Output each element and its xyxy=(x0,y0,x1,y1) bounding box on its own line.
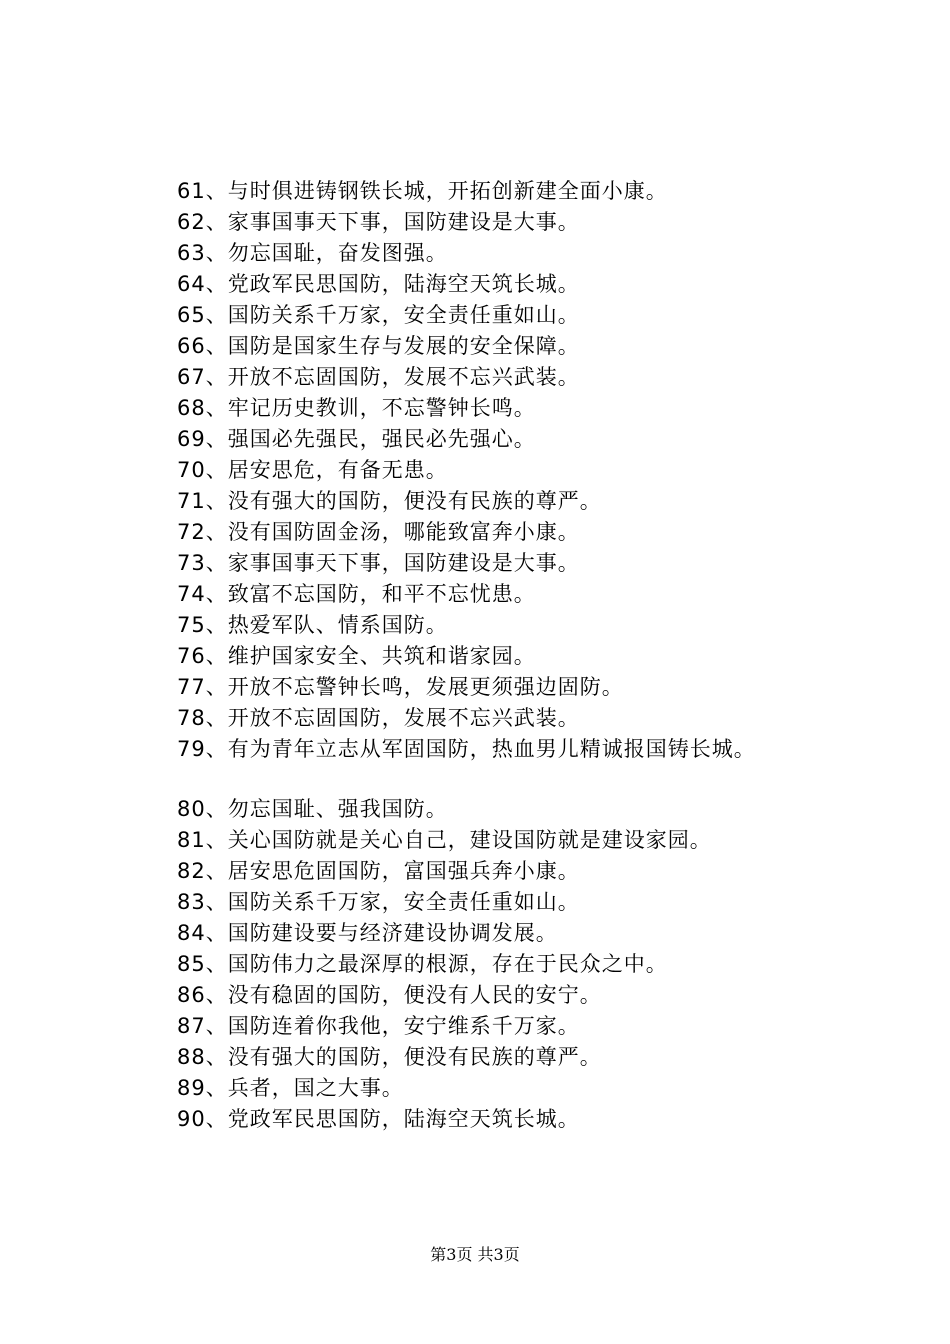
slogan-item: 79、有为青年立志从军固国防，热血男儿精诚报国铸长城。 xyxy=(177,737,756,761)
slogan-item: 63、勿忘国耻，奋发图强。 xyxy=(177,241,448,265)
slogan-item: 69、强国必先强民，强民必先强心。 xyxy=(177,427,536,451)
slogan-item: 74、致富不忘国防，和平不忘忧患。 xyxy=(177,582,536,606)
slogan-item: 87、国防连着你我他，安宁维系千万家。 xyxy=(177,1014,580,1038)
slogan-item: 67、开放不忘固国防，发展不忘兴武装。 xyxy=(177,365,580,389)
slogan-item: 80、勿忘国耻、强我国防。 xyxy=(177,797,448,821)
slogan-item: 73、家事国事天下事，国防建设是大事。 xyxy=(177,551,580,575)
slogan-item: 61、与时俱进铸钢铁长城，开拓创新建全面小康。 xyxy=(177,179,668,203)
slogan-item: 75、热爱军队、情系国防。 xyxy=(177,613,448,637)
slogan-item: 77、开放不忘警钟长鸣，发展更须强边固防。 xyxy=(177,675,624,699)
slogan-item: 88、没有强大的国防，便没有民族的尊严。 xyxy=(177,1045,602,1069)
slogan-item: 89、兵者，国之大事。 xyxy=(177,1076,404,1100)
slogan-item: 83、国防关系千万家，安全责任重如山。 xyxy=(177,890,580,914)
slogan-item: 76、维护国家安全、共筑和谐家园。 xyxy=(177,644,536,668)
slogan-item: 68、牢记历史教训，不忘警钟长鸣。 xyxy=(177,396,536,420)
slogan-item: 84、国防建设要与经济建设协调发展。 xyxy=(177,921,558,945)
slogan-item: 65、国防关系千万家，安全责任重如山。 xyxy=(177,303,580,327)
slogan-item: 70、居安思危，有备无患。 xyxy=(177,458,448,482)
slogan-item: 71、没有强大的国防，便没有民族的尊严。 xyxy=(177,489,602,513)
slogan-item: 64、党政军民思国防，陆海空天筑长城。 xyxy=(177,272,580,296)
slogan-list xyxy=(177,176,937,1135)
slogan-item: 85、国防伟力之最深厚的根源，存在于民众之中。 xyxy=(177,952,668,976)
page-number-footer: 第3页 共3页 xyxy=(430,1245,520,1264)
slogan-item: 72、没有国防固金汤，哪能致富奔小康。 xyxy=(177,520,580,544)
slogan-item: 90、党政军民思国防，陆海空天筑长城。 xyxy=(177,1107,580,1131)
slogan-item: 62、家事国事天下事，国防建设是大事。 xyxy=(177,210,580,234)
slogan-item: 82、居安思危固国防，富国强兵奔小康。 xyxy=(177,859,580,883)
slogan-item: 86、没有稳固的国防，便没有人民的安宁。 xyxy=(177,983,602,1007)
slogan-item: 81、关心国防就是关心自己，建设国防就是建设家园。 xyxy=(177,828,712,852)
slogan-item: 78、开放不忘固国防，发展不忘兴武装。 xyxy=(177,706,580,730)
slogan-item: 66、国防是国家生存与发展的安全保障。 xyxy=(177,334,580,358)
